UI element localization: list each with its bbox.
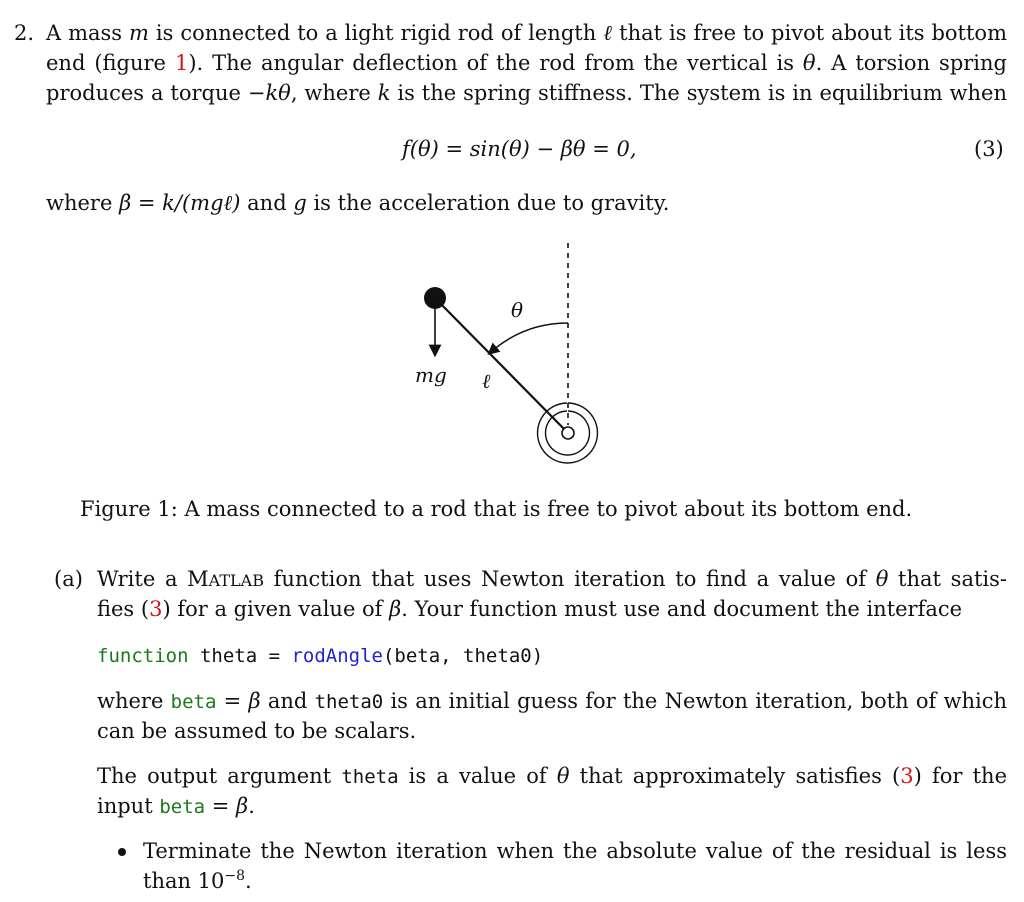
bullet-line-2: than $10^{-8}$.: [143, 868, 252, 893]
part-a-label: (a): [54, 567, 83, 591]
para1-line-1: where beta = β and theta0 is an initial guess for the Newton iteration, both of which: [97, 689, 1008, 713]
figure-caption: Figure 1: A mass connected to a rod that is free to pivot about its bottom end.: [80, 497, 913, 521]
equation-reference-link-2[interactable]: 3: [900, 764, 914, 788]
ell-label: ℓ: [482, 369, 491, 393]
bullet-icon: [118, 848, 126, 856]
figure-reference-link[interactable]: 1: [174, 51, 189, 75]
problem-number: 2.: [14, 21, 35, 45]
code-interface: function theta = rodAngle(beta, theta0): [97, 645, 544, 667]
para2-line-1: The output argument theta is a value of θ that approximately satisfies (3) for the: [97, 764, 1007, 788]
problem-line-3: produces a torque −kθ, where k is the spring stiffness. The system is in equilibrium when: [46, 81, 1007, 105]
equation-number: (3): [974, 137, 1004, 161]
problem-line-1: A mass m is connected to a light rigid rod of length ℓ that is free to pivot about its bottom: [46, 21, 1007, 45]
mg-label: mg: [415, 363, 447, 387]
part-a-line-2: fies (3) for a given value of β. Your function must use and document the interface: [97, 597, 963, 621]
bullet-line-1: Terminate the Newton iteration when the absolute value of the residual is less: [143, 839, 1007, 863]
equation-reference-link[interactable]: 3: [149, 597, 163, 621]
mass-ball: [424, 287, 446, 309]
para2-line-2: input beta = β.: [97, 794, 255, 818]
problem-line-2: end (figure 1). The angular deflection of the rod from the vertical is θ. A torsion spring: [46, 51, 1007, 75]
equation-3: f(θ) = sin(θ) − βθ = 0,: [402, 137, 637, 161]
torsion-spring: [538, 403, 598, 463]
theta-arc-arrow: [492, 323, 568, 351]
para1-line-2: can be assumed to be scalars.: [97, 719, 417, 743]
theta-label: θ: [511, 298, 524, 322]
part-a-line-1: Write a MATLAB function that uses Newton iteration to find a value of θ that satis-: [97, 567, 1007, 591]
where-line: where β = k/(mgℓ) and g is the acceleration due to gravity.: [46, 191, 670, 215]
pendulum-figure: [400, 235, 620, 475]
rod: [435, 298, 568, 433]
